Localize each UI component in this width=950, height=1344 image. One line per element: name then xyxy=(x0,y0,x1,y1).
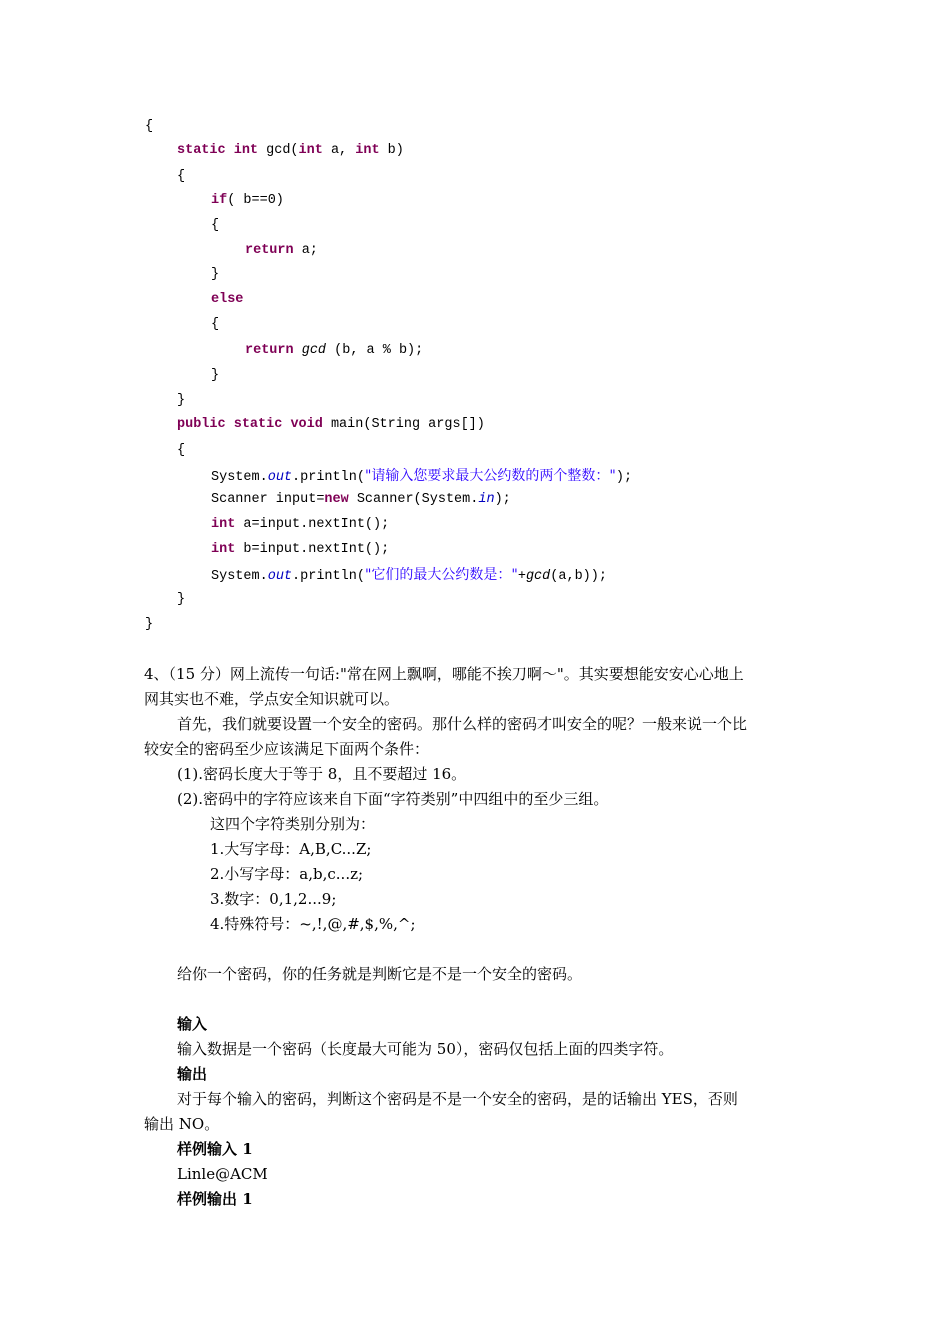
keyword: if xyxy=(211,193,228,208)
code-text: (b, a % b); xyxy=(326,343,424,358)
condition-2: (2).密码中的字符应该来自下面“字符类别”中四组中的至少三组。 xyxy=(177,790,609,808)
code-line-18 xyxy=(211,540,389,560)
code-line-5 xyxy=(211,216,219,236)
brace: { xyxy=(145,119,154,134)
code-line-6 xyxy=(245,241,318,261)
keyword: new xyxy=(324,492,349,507)
code-line-21 xyxy=(145,615,153,635)
field-name: out xyxy=(267,569,293,584)
keyword: int xyxy=(233,143,259,158)
condition-1: (1).密码长度大于等于 8，且不要超过 16。 xyxy=(177,765,467,783)
code-line-4 xyxy=(211,191,284,211)
category-intro: 这四个字符类别分别为： xyxy=(210,815,376,833)
code-line-15 xyxy=(211,466,632,486)
code-text: .println( xyxy=(292,569,365,584)
code-text: main(String args[]) xyxy=(322,417,485,432)
keyword: void xyxy=(290,417,323,432)
paragraph-line-1: 首先，我们就要设置一个安全的密码。那什么样的密码才叫安全的呢？一般来说一个比 xyxy=(177,715,748,733)
code-line-1 xyxy=(145,117,153,137)
code-text: System. xyxy=(211,470,268,485)
output-heading: 输出 xyxy=(177,1065,208,1083)
code-text: ); xyxy=(615,470,633,485)
brace: } xyxy=(177,592,186,607)
brace: } xyxy=(177,393,186,408)
keyword: return xyxy=(245,343,294,358)
code-text: .println( xyxy=(292,470,365,485)
problem-intro-line-2: 网其实也不难，学点安全知识就可以。 xyxy=(144,690,400,708)
code-listing xyxy=(0,0,633,632)
brace: { xyxy=(211,218,220,233)
code-line-8 xyxy=(211,290,243,310)
code-line-11 xyxy=(211,366,219,386)
code-text: ); xyxy=(494,492,511,507)
code-line-2 xyxy=(177,141,404,161)
function-name: gcd xyxy=(301,343,327,358)
keyword: static xyxy=(233,417,283,432)
task-description: 给你一个密码，你的任务就是判断它是不是一个安全的密码。 xyxy=(177,965,583,983)
keyword: static xyxy=(177,143,226,158)
brace: } xyxy=(211,368,220,383)
sample-input-value: Linle@ACM xyxy=(177,1165,268,1183)
code-text: ( b==0) xyxy=(227,193,284,208)
field-name: out xyxy=(267,470,293,485)
keyword: public xyxy=(177,417,226,432)
code-text: a; xyxy=(293,243,318,258)
code-line-7 xyxy=(211,265,219,285)
code-text: (a,b)); xyxy=(550,569,607,584)
code-line-12 xyxy=(177,391,185,411)
code-text: + xyxy=(517,569,526,584)
keyword: int xyxy=(211,542,236,557)
code-text: gcd( xyxy=(258,143,299,158)
keyword: else xyxy=(211,292,244,307)
input-description: 输入数据是一个密码（长度最大可能为 50），密码仅包括上面的四类字符。 xyxy=(177,1040,674,1058)
code-text: a=input.nextInt(); xyxy=(235,517,390,532)
code-line-3 xyxy=(177,167,185,187)
keyword: int xyxy=(298,143,323,158)
code-text: Scanner(System. xyxy=(348,492,479,507)
code-line-19 xyxy=(211,565,607,585)
brace: { xyxy=(211,317,220,332)
category-1: 1.大写字母：A,B,C...Z; xyxy=(210,840,372,858)
code-text: System. xyxy=(211,569,268,584)
code-line-16 xyxy=(211,490,511,510)
string-literal: "它们的最大公约数是：" xyxy=(364,567,518,583)
code-line-9 xyxy=(211,315,219,335)
category-2: 2.小写字母：a,b,c...z; xyxy=(210,865,364,883)
keyword: int xyxy=(355,143,380,158)
function-name: gcd xyxy=(525,569,551,584)
field-name: in xyxy=(478,492,495,507)
sample-input-heading: 样例输入 1 xyxy=(177,1140,253,1158)
problem-intro-line-1: 4、（15 分）网上流传一句话:"常在网上飘啊，哪能不挨刀啊～"。其实要想能安安心心地上 xyxy=(144,665,744,683)
code-line-14 xyxy=(177,441,185,461)
code-line-13 xyxy=(177,415,485,435)
sample-output-heading: 样例输出 1 xyxy=(177,1190,253,1208)
code-text: b=input.nextInt(); xyxy=(235,542,390,557)
code-line-17 xyxy=(211,515,389,535)
code-text: b) xyxy=(379,143,404,158)
paragraph-line-2: 较安全的密码至少应该满足下面两个条件： xyxy=(144,740,430,758)
keyword: int xyxy=(211,517,236,532)
code-text: Scanner input= xyxy=(211,492,325,507)
input-heading: 输入 xyxy=(177,1015,208,1033)
string-literal: "请输入您要求最大公约数的两个整数：" xyxy=(364,468,616,484)
brace: } xyxy=(145,617,154,632)
output-description-line-2: 输出 NO。 xyxy=(144,1115,220,1133)
brace: } xyxy=(211,267,220,282)
brace: { xyxy=(177,169,186,184)
category-3: 3.数字：0,1,2...9; xyxy=(210,890,337,908)
code-text: a, xyxy=(322,143,356,158)
code-line-20 xyxy=(177,590,185,610)
keyword: return xyxy=(245,243,294,258)
brace: { xyxy=(177,443,186,458)
code-line-10 xyxy=(245,341,423,361)
category-4: 4.特殊符号：~,!,@,#,$,%,^; xyxy=(210,915,416,933)
output-description-line-1: 对于每个输入的密码，判断这个密码是不是一个安全的密码，是的话输出 YES，否则 xyxy=(177,1090,738,1108)
